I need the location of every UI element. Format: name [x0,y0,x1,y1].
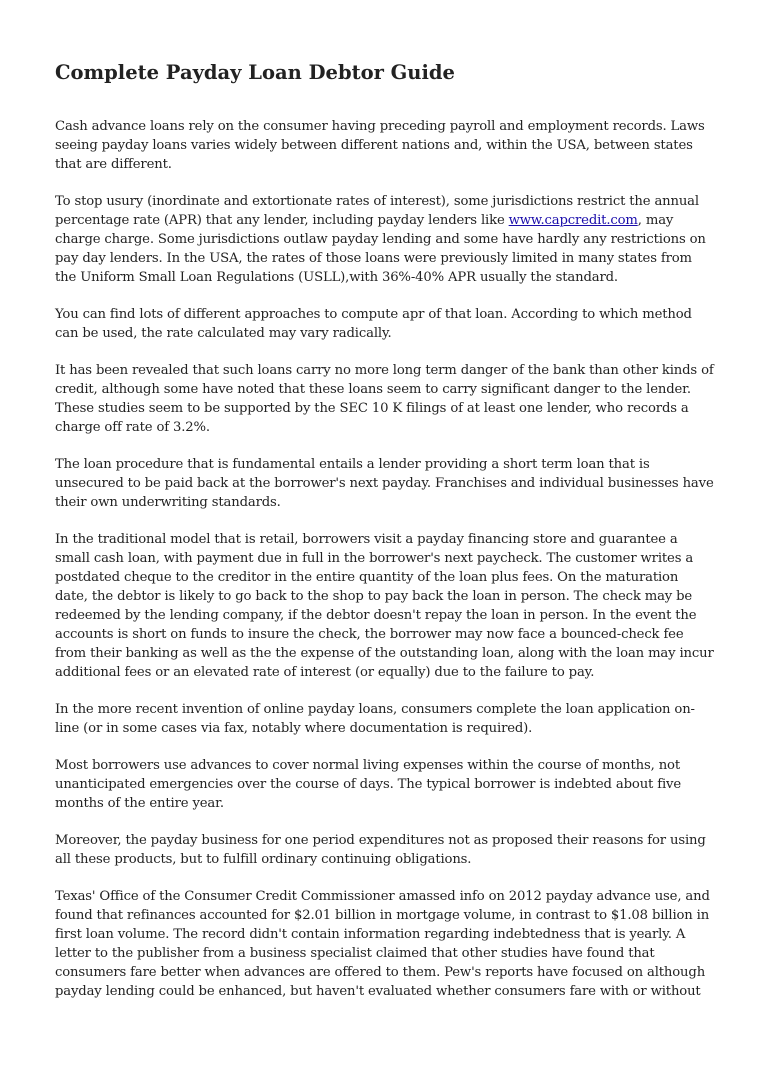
paragraph-apr-methods: You can find lots of different approaches to compute apr of that loan. According to which method can be used, the rate calculated may vary radically. [55,307,692,341]
paragraph-procedure: The loan procedure that is fundamental entails a lender providing a short term loan that is unsecured to be paid back at the borrower's next payday. Franchises and individual businesses have their own underwriting standards. [55,457,714,510]
document-page [55,58,715,1019]
document-title: Complete Payday Loan Debtor Guide [55,61,455,84]
paragraph-retail-model: In the traditional model that is retail, borrowers visit a payday financing store and guarantee a small cash loan, with payment due in full in the borrower's next paycheck. The customer writes a postdated cheque to the creditor in the entire quantity of the loan plus fees. On the maturation date, the debtor is likely to go back to the shop to pay back the loan in person. The check may be redeemed by the lending company, if the debtor doesn't repay the loan in person. In the event the accounts is short on funds to insure the check, the borrower may now face a bounced-check fee from their banking as well as the the expense of the outstanding loan, along with the loan may incur additional fees or an elevated rate of interest (or equally) due to the failure to pay. [55,532,714,680]
paragraph-usury-text-after: , may charge charge. Some jurisdictions outlaw payday lending and some have hardly any restrictions on pay day lenders. In the USA, the rates of those loans were previously limited in many states from the Uniform Small Loan Regulations (USLL),with 36%-40% APR usually the standard. [55,213,706,285]
capcredit-link[interactable]: www.capcredit.com [508,213,638,228]
paragraph-borrower-use: Most borrowers use advances to cover normal living expenses within the course of months, not unanticipated emergencies over the course of days. The typical borrower is indebted about five months of the entire year. [55,758,681,811]
paragraph-risk: It has been revealed that such loans carry no more long term danger of the bank than other kinds of credit, although some have noted that these loans seem to carry significant danger to the lender. These studies seem to be supported by the SEC 10 K filings of at least one lender, who records a charge off rate of 3.2%. [55,363,714,435]
paragraph-usury [55,192,715,287]
paragraph-online-loans: In the more recent invention of online payday loans, consumers complete the loan application on-line (or in some cases via fax, notably where documentation is required). [55,702,695,736]
paragraph-intro: Cash advance loans rely on the consumer having preceding payroll and employment records. Laws seeing payday loans varies widely between different nations and, within the USA, between states that are different. [55,119,705,172]
paragraph-usury-text-before: To stop usury (inordinate and extortionate rates of interest), some jurisdictions restrict the annual percentage rate (APR) that any lender, including payday lenders like [55,194,699,228]
paragraph-obligations: Moreover, the payday business for one period expenditures not as proposed their reasons for using all these products, but to fulfill ordinary continuing obligations. [55,833,706,867]
paragraph-texas-data: Texas' Office of the Consumer Credit Commissioner amassed info on 2012 payday advance use, and found that refinances accounted for $2.01 billion in mortgage volume, in contrast to $1.08 billion in first loan volume. The record didn't contain information regarding indebtedness that is yearly. A letter to the publisher from a business specialist claimed that other studies have found that consumers fare better when advances are offered to them. Pew's reports have focused on although payday lending could be enhanced, but haven't evaluated whether consumers fare with or without [55,889,710,999]
